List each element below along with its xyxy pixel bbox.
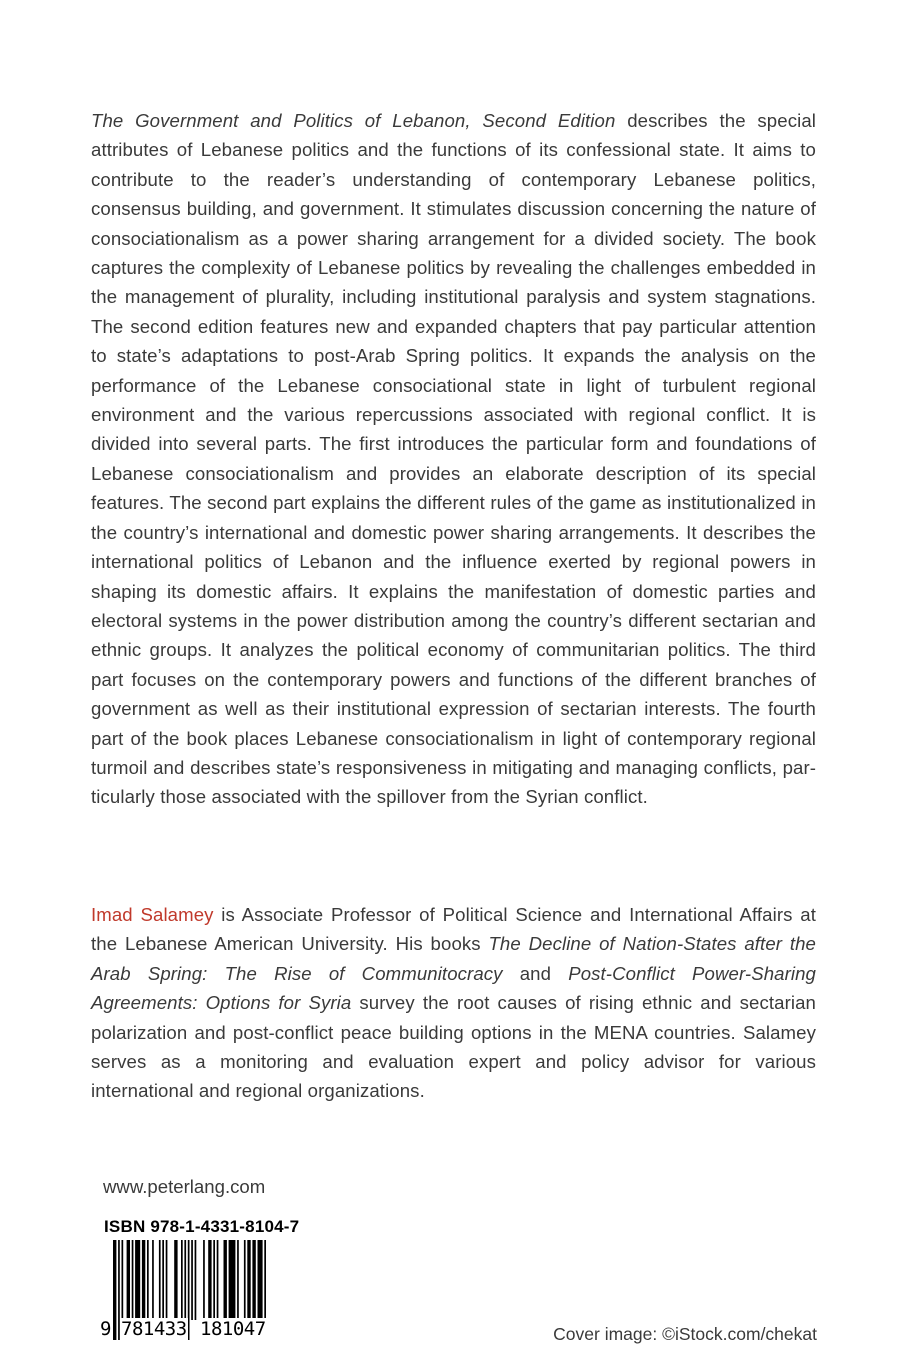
barcode-bar (247, 1240, 250, 1320)
barcode-digits-left: 781433 (121, 1318, 187, 1340)
barcode-bar (166, 1240, 168, 1320)
author-name: Imad Salamey (91, 904, 214, 925)
barcode-bar (122, 1240, 124, 1320)
barcode-bar (142, 1240, 145, 1320)
barcode-bar (181, 1240, 183, 1320)
barcode-bar (217, 1240, 219, 1320)
bio-book-title-1: The Decline of Nation-States after the Arab Spring: The Rise of Communitocracy (91, 933, 816, 984)
barcode-bar (162, 1240, 164, 1320)
barcode-bar (203, 1240, 205, 1320)
barcode-bar (252, 1240, 255, 1320)
bio-book-title-2: Post-Conflict Power-Sharing Agreements: Options for Syria (91, 962, 816, 1014)
cover-image-credit: Cover image: ©iStock.com/chekat (553, 1324, 817, 1344)
barcode-bar (132, 1240, 134, 1320)
barcode-bar (147, 1240, 149, 1320)
description-text: describes the special attributes of Lebanese politics and the functions of its confessional state. It aims to contribute to the reader’s understanding of contemporary Lebanese politics, consensus building, and government. It stimulates discussion concerning the nature of consociationalism as a power sharing arrangement for a divided society. The book captures the complexity of Lebanese politics by revealing the challenges embedded in the management of plurality, including institutional paralysis and system stagnations. The second edition features new and expanded chapters that pay particular attention to state’s adaptations to post-Arab Spring politics. It expands the analysis on the performance of the Lebanese consociational state in light of turbulent regional environment and the various repercussions associated with regional conflict. It is divided into several parts. The first introduces the particular form and foundations of Lebanese consociationalism and provides an elaborate description of its special features. The second part explains the different rules of the game as institutionalized in the country’s international and domestic power sharing arrangements. It describes the international politics of Lebanon and the influence exerted by regional powers in shaping its domestic affairs. It explains the manifestation of domestic parties and electoral systems in the power distribution among the country’s different sectarian and ethnic groups. It analyzes the political economy of communitarian politics. The third part focuses on the contemporary powers and functions of the different branches of government as well as their institutional expression of sectarian interests. The fourth part of the book places Lebanese consociationalism in light of contemporary regional turmoil and describes state’s responsiveness in mitigating and managing conflicts, particularly those associated with the spillover from the Syrian conflict. (91, 110, 816, 808)
barcode-bar (152, 1240, 154, 1320)
bio-text-2: and (502, 962, 569, 984)
bio-text-3: survey the root causes of rising ethnic and sectarian polarization and post-conflict peace building options in the MENA countries. Salamey serves as a monitoring and evaluation expert and policy advisor for various international and regional organizations. (91, 992, 816, 1102)
barcode-bar (213, 1240, 215, 1320)
barcode-bar (135, 1240, 140, 1320)
barcode-bar (237, 1240, 239, 1320)
barcode-bar (195, 1240, 197, 1320)
barcode-bar (127, 1240, 130, 1320)
bio-text-1: is Associate Professor of Political Science and International Affairs at the Lebanese American University. His books (91, 904, 817, 955)
book-title: The Government and Politics of Lebanon, Second Edition (91, 110, 616, 131)
author-bio (91, 900, 816, 1106)
barcode-digit-first: 9 (100, 1318, 112, 1340)
barcode-bar (208, 1240, 211, 1320)
book-description (91, 106, 816, 812)
barcode-bar (224, 1240, 227, 1320)
barcode-bar (244, 1240, 246, 1320)
barcode-bar (258, 1240, 263, 1320)
barcode-bar (188, 1240, 190, 1340)
isbn-label: ISBN 978-1-4331-8104-7 (104, 1217, 300, 1236)
barcode-digits-right: 181047 (200, 1318, 266, 1340)
barcode-bar (113, 1240, 116, 1340)
barcode-bar (159, 1240, 161, 1320)
barcode-bar (174, 1240, 177, 1320)
publisher-website: www.peterlang.com (103, 1176, 266, 1197)
barcode-bar (229, 1240, 236, 1320)
barcode-bar (191, 1240, 193, 1320)
